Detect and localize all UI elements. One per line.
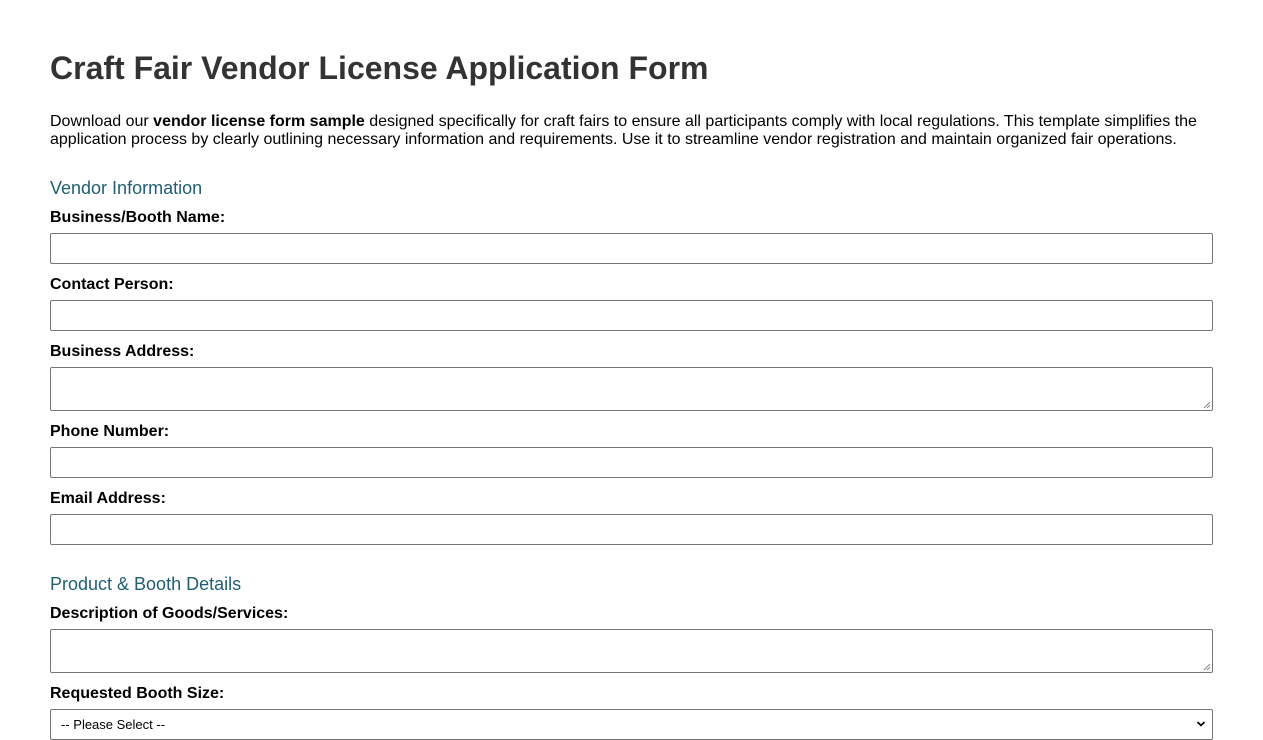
business-name-label: Business/Booth Name:	[50, 209, 226, 226]
section-heading-vendor-information: Vendor Information	[50, 178, 203, 198]
section-heading-product-booth-details: Product & Booth Details	[50, 574, 242, 594]
intro-text-bold: vendor license form sample	[153, 113, 365, 130]
goods-description-label: Description of Goods/Services:	[50, 605, 289, 622]
contact-person-input[interactable]	[50, 300, 1213, 331]
resize-grip-icon[interactable]	[1203, 663, 1211, 671]
intro-text-before: Download our	[50, 113, 154, 130]
booth-size-label: Requested Booth Size:	[50, 685, 225, 702]
page-title: Craft Fair Vendor License Application Form	[50, 50, 709, 86]
intro-paragraph	[50, 113, 1213, 149]
goods-description-textarea[interactable]	[50, 629, 1213, 673]
email-address-label: Email Address:	[50, 490, 166, 507]
business-address-textarea[interactable]	[50, 367, 1213, 411]
contact-person-label: Contact Person:	[50, 276, 174, 293]
booth-size-select[interactable]	[50, 709, 1213, 740]
resize-grip-icon[interactable]	[1203, 401, 1211, 409]
booth-size-selected-value: -- Please Select --	[61, 717, 166, 732]
intro-text-after: designed specifically for craft fairs to ensure all participants comply with local regulations. This template simplifies the application process by clearly outlining necessary information and requirements. Use it to streamline vendor registration and maintain organized fair operations.	[50, 113, 1197, 148]
chevron-down-icon	[1196, 719, 1206, 729]
phone-number-label: Phone Number:	[50, 423, 170, 440]
business-address-label: Business Address:	[50, 343, 195, 360]
business-name-input[interactable]	[50, 233, 1213, 264]
phone-number-input[interactable]	[50, 447, 1213, 478]
email-address-input[interactable]	[50, 514, 1213, 545]
